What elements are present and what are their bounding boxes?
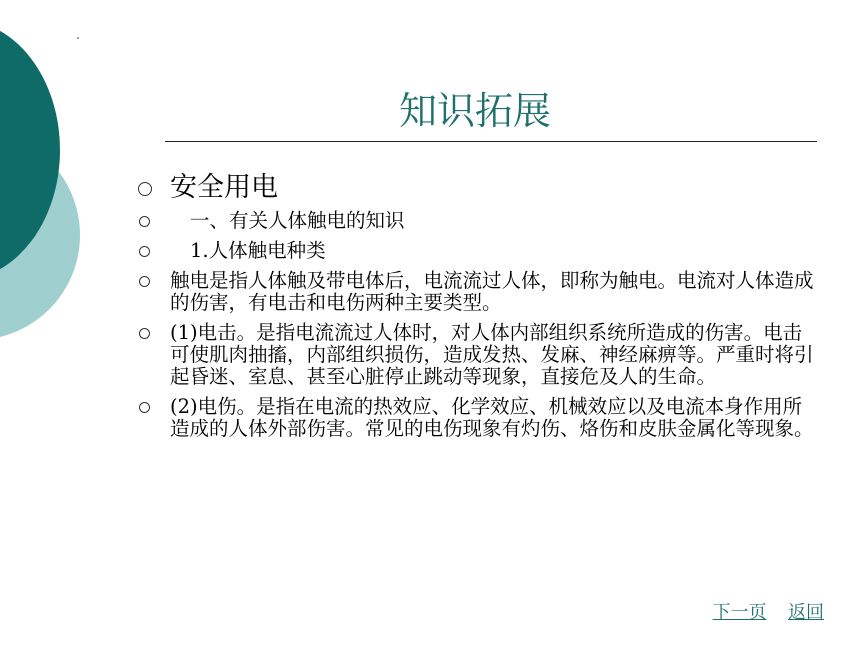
list-item <box>136 396 816 440</box>
circle-bullet-icon <box>139 328 150 339</box>
next-page-link[interactable]: 下一页 <box>712 602 767 623</box>
circle-bullet-icon <box>139 216 150 227</box>
list-item <box>136 210 816 232</box>
subsection-heading: 一、有关人体触电的知识 <box>190 209 405 232</box>
circle-bullet-icon <box>139 276 150 287</box>
title-divider <box>165 141 817 142</box>
list-item <box>136 270 816 314</box>
paragraph-electric-shock: (1)电击。是指电流流过人体时，对人体内部组织系统所造成的伤害。电击可使肌肉抽搐，内部组织损伤，造成发热、发麻、神经麻痹等。严重时将引起昏迷、室息、甚至心脏停止跳动等现象，直接危及人的生命。 <box>170 321 814 388</box>
circle-bullet-icon <box>139 246 150 257</box>
list-item <box>136 240 816 262</box>
circle-bullet-icon <box>139 402 150 413</box>
circle-bullet-icon <box>138 182 152 196</box>
list-item <box>136 322 816 388</box>
list-item <box>136 170 816 206</box>
decorative-dot <box>77 37 79 39</box>
bullet-list <box>136 170 816 448</box>
paragraph-electric-injury: (2)电伤。是指在电流的热效应、化学效应、机械效应以及电流本身作用所造成的人体外部伤害。常见的电伤现象有灼伤、烙伤和皮肤金属化等现象。 <box>170 395 814 440</box>
paragraph-definition: 触电是指人体触及带电体后，电流流过人体，即称为触电。电流对人体造成的伤害，有电击和电伤两种主要类型。 <box>170 269 814 314</box>
slide-navigation <box>713 598 824 624</box>
section-heading: 安全用电 <box>170 172 278 203</box>
back-link[interactable]: 返回 <box>788 602 824 623</box>
subsection-title: 1.人体触电种类 <box>190 239 326 262</box>
slide-title: 知识拓展 <box>398 89 551 133</box>
